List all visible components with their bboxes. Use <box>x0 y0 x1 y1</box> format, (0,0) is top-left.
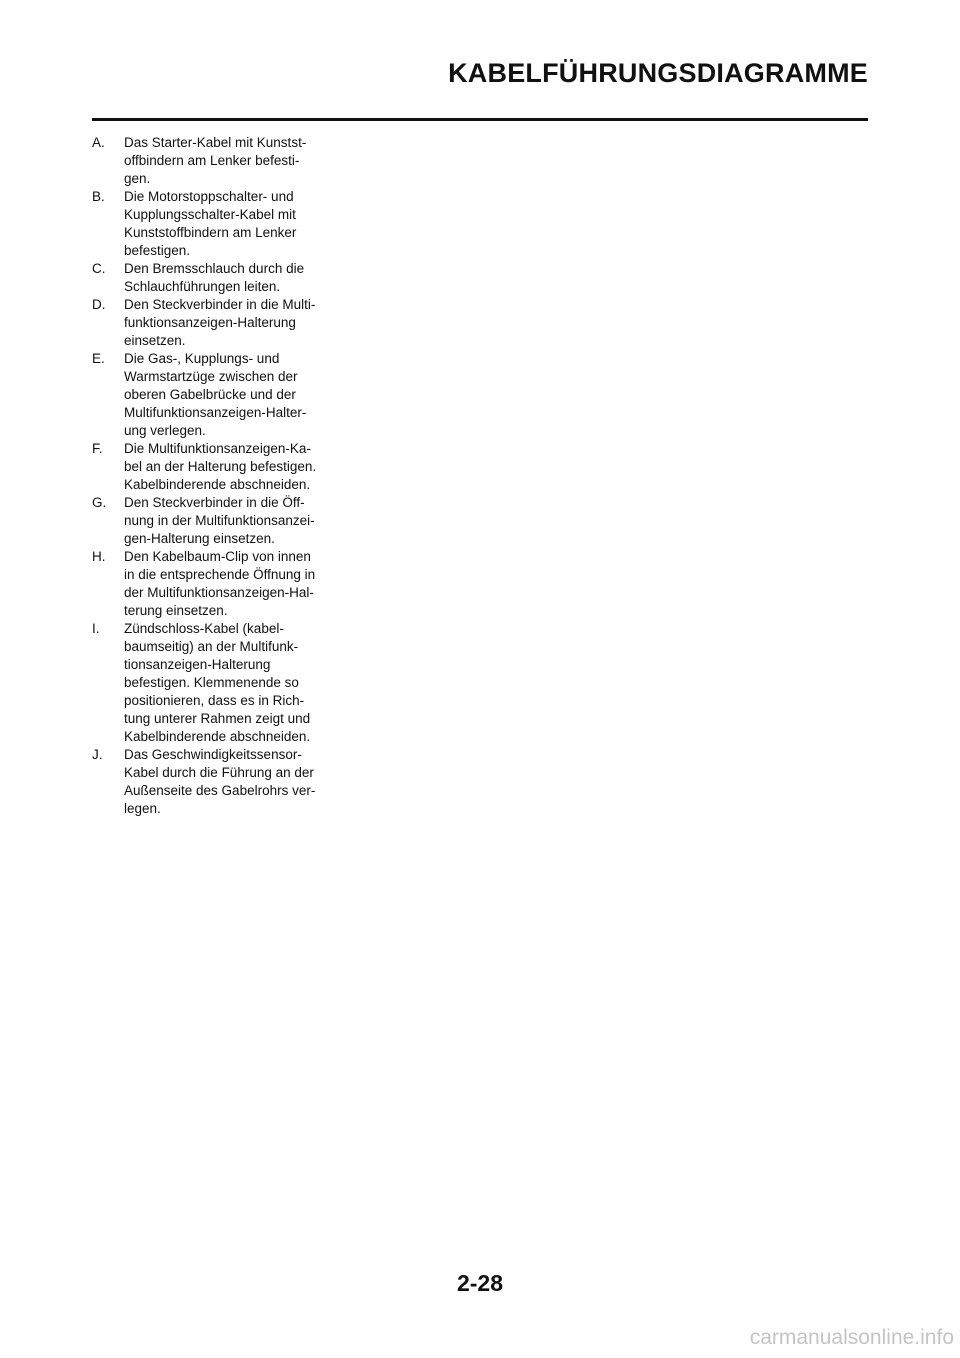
page-title: KABELFÜHRUNGSDIAGRAMME <box>448 58 868 88</box>
instruction-line: bel an der Halterung befestigen. <box>124 459 317 474</box>
instruction-line: offbindern am Lenker befesti- <box>124 153 300 168</box>
instruction-line: nung in der Multifunktionsanzei- <box>124 513 315 528</box>
instruction-line: Außenseite des Gabelrohrs ver- <box>124 783 316 798</box>
instruction-letter: H. <box>92 549 106 564</box>
instruction-line: befestigen. <box>124 243 191 258</box>
instruction-line: Kunststoffbindern am Lenker <box>124 225 297 240</box>
instruction-letter: E. <box>92 351 105 366</box>
page-number: 2-28 <box>456 1270 504 1296</box>
instruction-line: tung unterer Rahmen zeigt und <box>124 711 311 726</box>
instruction-line: Kabelbinderende abschneiden. <box>124 729 311 744</box>
instruction-line: tionsanzeigen-Halterung <box>124 657 271 672</box>
instruction-line: Das Starter-Kabel mit Kunstst- <box>124 135 307 150</box>
title-rule <box>92 118 868 121</box>
instruction-item <box>92 188 342 260</box>
instruction-letter: A. <box>92 135 105 150</box>
instruction-letter: G. <box>92 495 107 510</box>
instruction-line: ung verlegen. <box>124 423 206 438</box>
instruction-item <box>92 548 342 620</box>
instruction-list <box>92 134 342 818</box>
instruction-line: befestigen. Klemmenende so <box>124 675 299 690</box>
instruction-line: Den Bremsschlauch durch die <box>124 261 305 276</box>
instruction-line: terung einsetzen. <box>124 603 228 618</box>
instruction-item <box>92 350 342 440</box>
instruction-line: in die entsprechende Öffnung in <box>124 567 316 582</box>
instruction-line: Warmstartzüge zwischen der <box>124 369 298 384</box>
instruction-line: Die Motorstoppschalter- und <box>124 189 294 204</box>
instruction-line: legen. <box>124 801 161 816</box>
instruction-line: Den Steckverbinder in die Öff- <box>124 495 305 510</box>
instruction-text <box>124 494 342 548</box>
instruction-item <box>92 296 342 350</box>
instruction-item <box>92 260 342 296</box>
instruction-text <box>124 620 342 746</box>
instruction-line: positionieren, dass es in Rich- <box>124 693 305 708</box>
instruction-item <box>92 620 342 746</box>
instruction-line: Die Multifunktionsanzeigen-Ka- <box>124 441 311 456</box>
instruction-text <box>124 746 342 818</box>
instruction-line: baumseitig) an der Multifunk- <box>124 639 299 654</box>
instruction-line: Die Gas-, Kupplungs- und <box>124 351 280 366</box>
instruction-line: Den Kabelbaum-Clip von innen <box>124 549 311 564</box>
instruction-line: Kabelbinderende abschneiden. <box>124 477 311 492</box>
instruction-text <box>124 188 342 260</box>
instruction-line: Das Geschwindigkeitssensor- <box>124 747 302 762</box>
watermark-link[interactable]: carmanualsonline.info <box>749 1326 954 1349</box>
instruction-line: Schlauchführungen leiten. <box>124 279 281 294</box>
instruction-line: oberen Gabelbrücke und der <box>124 387 296 402</box>
instruction-item <box>92 746 342 818</box>
instruction-item <box>92 440 342 494</box>
instruction-letter: I. <box>92 621 100 636</box>
instruction-letter: B. <box>92 189 105 204</box>
instruction-line: gen-Halterung einsetzen. <box>124 531 275 546</box>
instruction-text <box>124 548 342 620</box>
instruction-text <box>124 440 342 494</box>
instruction-text <box>124 296 342 350</box>
instruction-line: der Multifunktionsanzeigen-Hal- <box>124 585 314 600</box>
instruction-line: funktionsanzeigen-Halterung <box>124 315 296 330</box>
instruction-item <box>92 134 342 188</box>
instruction-line: Kabel durch die Führung an der <box>124 765 314 780</box>
instruction-line: Kupplungsschalter-Kabel mit <box>124 207 296 222</box>
instruction-line: Den Steckverbinder in die Multi- <box>124 297 316 312</box>
instruction-text <box>124 134 342 188</box>
instruction-letter: J. <box>92 747 103 762</box>
instruction-letter: D. <box>92 297 106 312</box>
instruction-text <box>124 350 342 440</box>
instruction-line: Zündschloss-Kabel (kabel- <box>124 621 284 636</box>
instruction-letter: F. <box>92 441 103 456</box>
instruction-letter: C. <box>92 261 106 276</box>
instruction-item <box>92 494 342 548</box>
instruction-line: gen. <box>124 171 151 186</box>
instruction-line: einsetzen. <box>124 333 186 348</box>
instruction-text <box>124 260 342 296</box>
instruction-line: Multifunktionsanzeigen-Halter- <box>124 405 307 420</box>
